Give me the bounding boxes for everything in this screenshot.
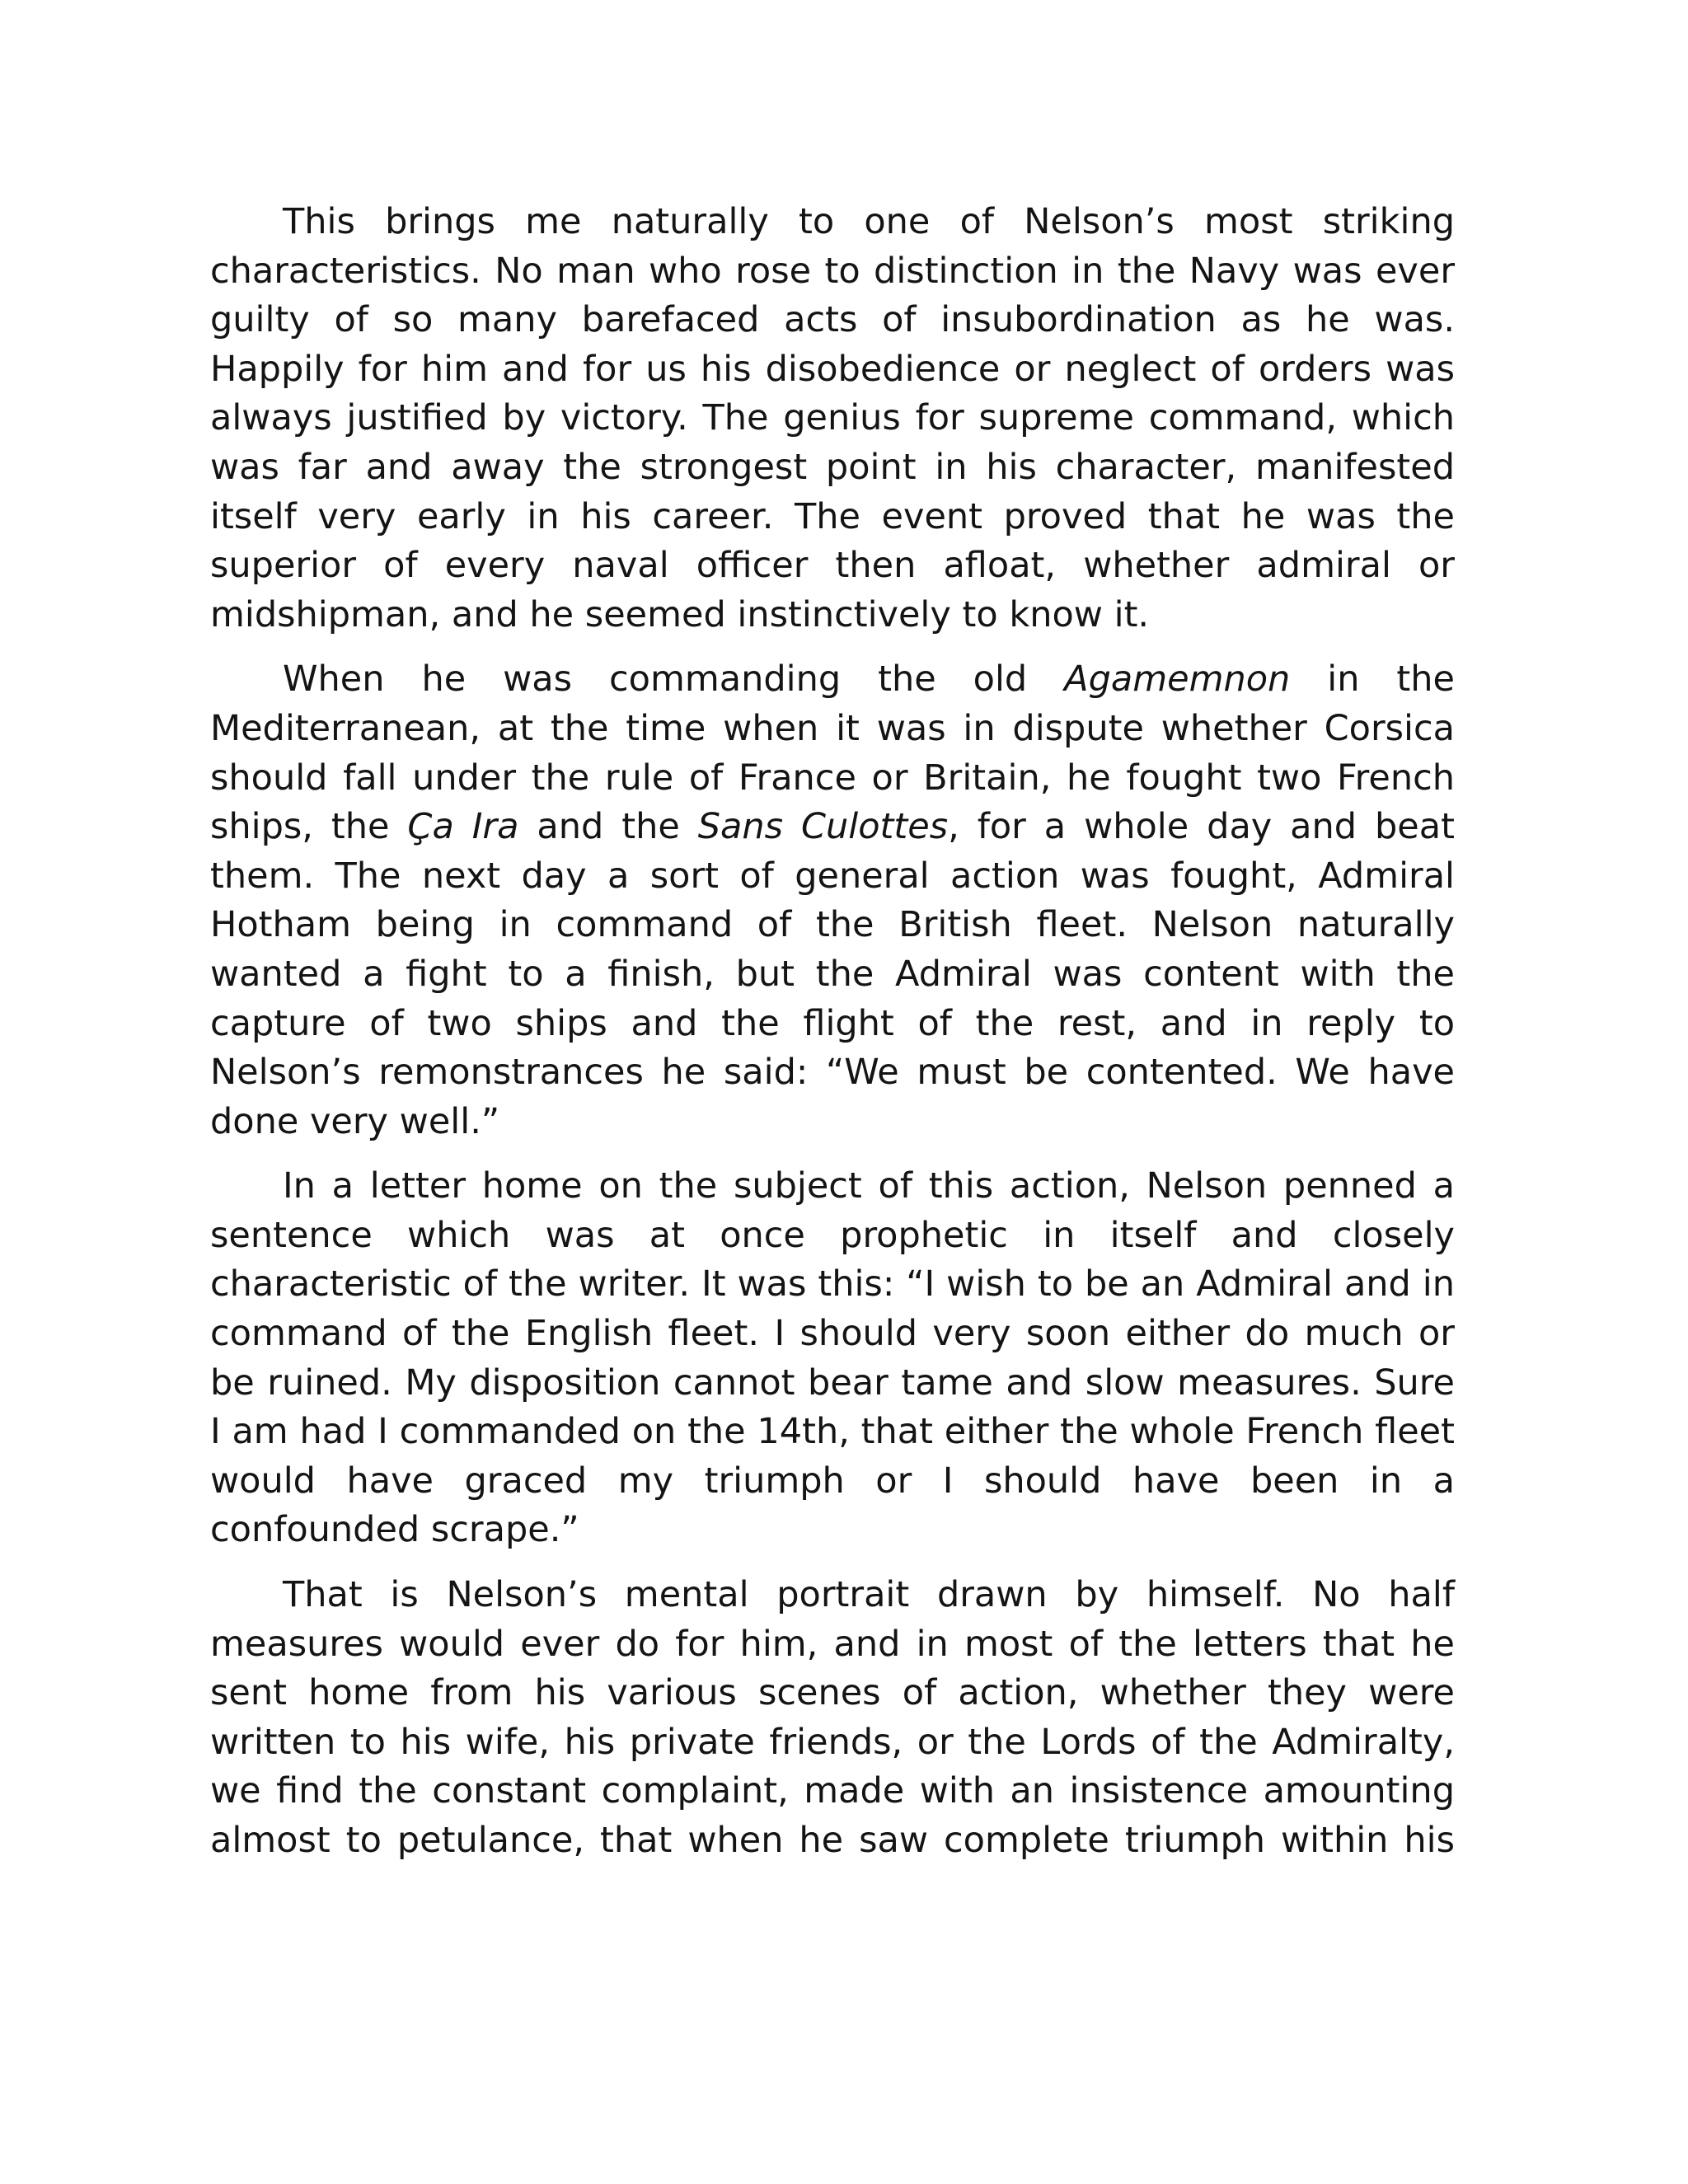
paragraph-3 [210,1162,1455,1555]
paragraph-2 [210,655,1455,1146]
document-page [210,198,1455,1882]
paragraph-3-text: In a letter home on the subject of this action, Nelson penned a sentence which was at once prophetic in itself and closely characteristic of the writer. It was this: “I wish to be an Admiral and in command of the English fleet. I should very soon either do much or be ruined. My disposition cannot bear tame and slow measures. Sure I am had I commanded on the 14th, that either the whole French fleet would have graced my triumph or I should have been in a confounded scrape.” [210,1165,1455,1551]
ship-name-sans-culottes: Sans Culottes [697,806,949,848]
ship-name-agamemnon: Agamemnon [1064,658,1291,701]
paragraph-2-text-1: When he was commanding the old [283,658,1065,701]
paragraph-4-text: That is Nelson’s mental portrait drawn by himself. No half measures would ever do for him, and in most of the letters that he sent home from his various scenes of action, whether they were written to his wife, his private friends, or the Lords of the Admiralty, we find the constant complaint, made with an insistence amounting almost to petulance, that when he saw complete triumph within his [210,1574,1455,1861]
paragraph-1-text: This brings me naturally to one of Nelson’s most striking characteristics. No man who rose to distinction in the Navy was ever guilty of so many barefaced acts of insubordination as he was. Happily for him and for us his disobedience or neglect of orders was always justified by victory. The genius for supreme command, which was far and away the strongest point in his character, manifested itself very early in his career. The event proved that he was the superior of every naval officer then afloat, whether admiral or midshipman, and he seemed instinctively to know it. [210,201,1455,635]
ship-name-ca-ira: Ça Ira [407,806,519,848]
paragraph-2-text-2: in the Mediterranean, at the time when it was in dispute whether Corsica should fall under the rule of France or Britain, he fought two French ships, the [210,658,1455,848]
paragraph-4 [210,1571,1455,1866]
paragraph-2-text-3: and the [518,806,698,848]
paragraph-2-text-4: , for a whole day and beat them. The next day a sort of general action was fought, Admiral Hotham being in command of the British fleet. Nelson naturally wanted a fight to a finish, but the Admiral was content with the capture of two ships and the flight of the rest, and in reply to Nelson’s remonstrances he said: “We must be contented. We have done very well.” [210,806,1455,1142]
paragraph-1 [210,198,1455,640]
